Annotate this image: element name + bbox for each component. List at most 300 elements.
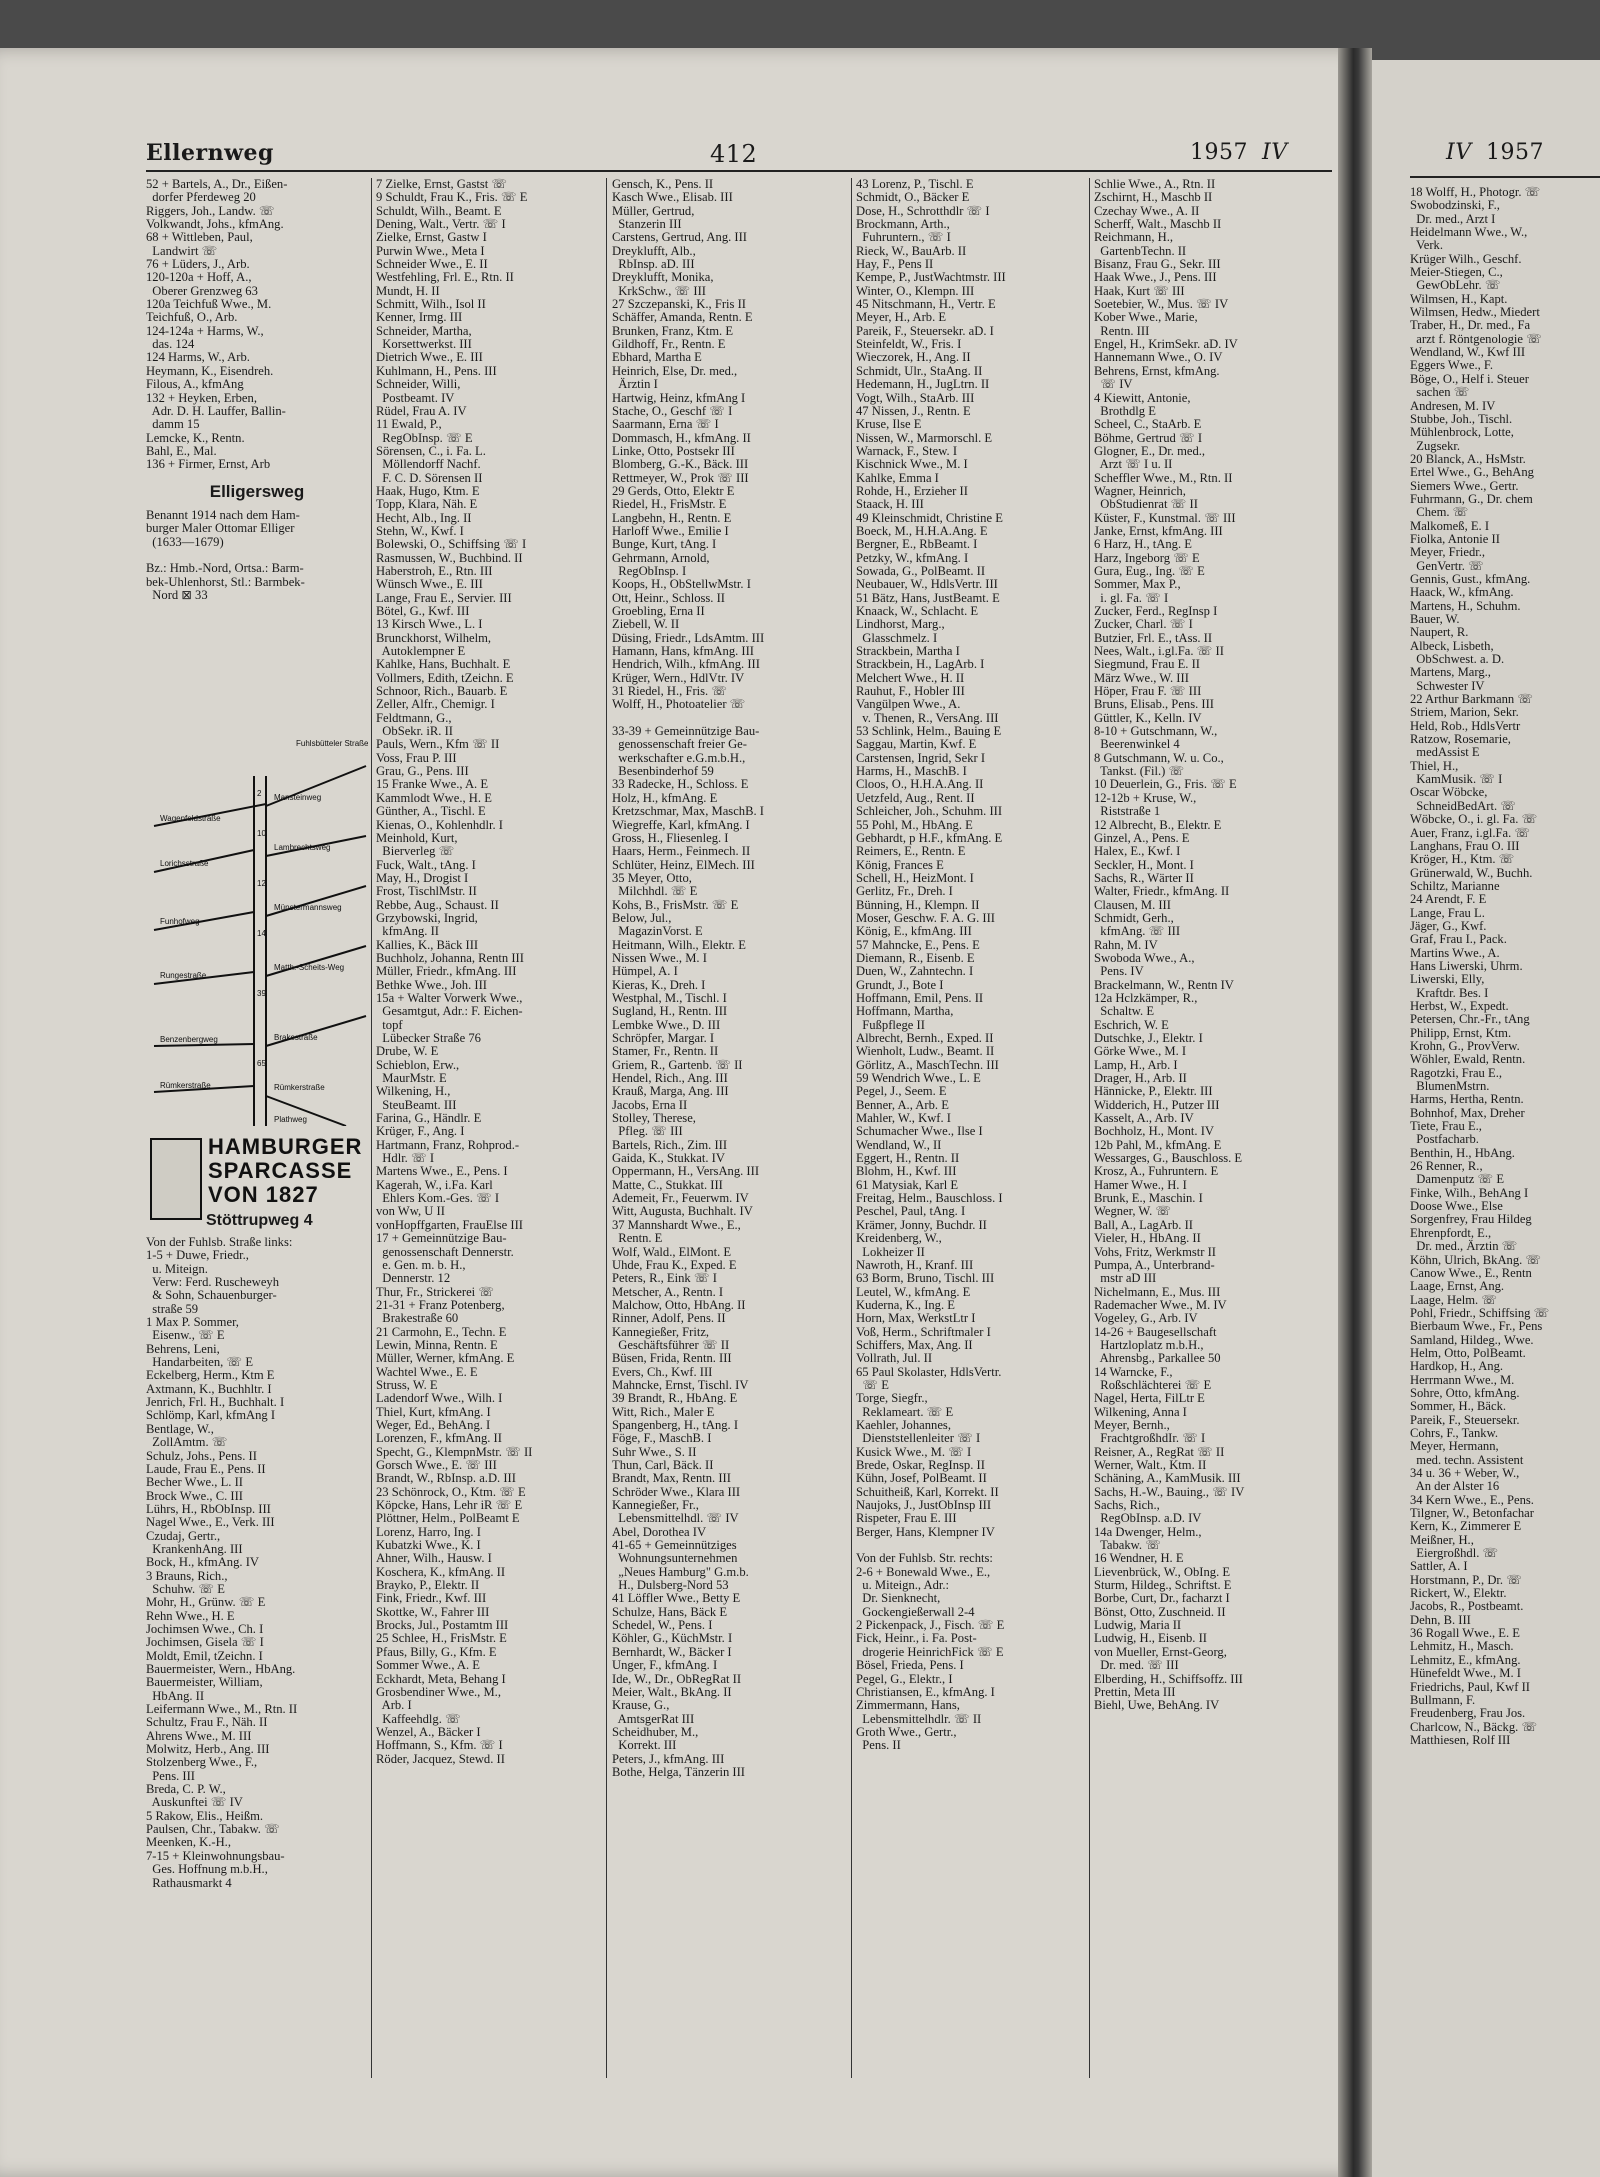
directory-entry: Ball, A., LagArb. II xyxy=(1094,1217,1193,1232)
directory-entry: Rentn. III xyxy=(1094,323,1150,338)
directory-entry: Ott, Heinr., Schloss. II xyxy=(612,590,725,605)
directory-entry: HbAng. II xyxy=(146,1688,205,1703)
directory-entry: Lübecker Straße 76 xyxy=(376,1031,481,1045)
directory-entry: Werner, Walt., Ktm. II xyxy=(1094,1458,1207,1472)
directory-entry: Bohnhof, Max, Dreher xyxy=(1410,1105,1525,1120)
directory-entry: Benthin, H., HbAng. xyxy=(1410,1145,1515,1160)
directory-entry: AmtsgerRat III xyxy=(612,1711,695,1726)
directory-entry: Brothdlg E xyxy=(1094,403,1156,418)
directory-entry: Bothe, Helga, Tänzerin III xyxy=(612,1764,745,1779)
directory-entry: Schlömp, Karl, kfmAng I xyxy=(146,1408,276,1423)
directory-entry: Wöhler, Ewald, Rentn. xyxy=(1410,1052,1526,1067)
directory-entry: Grosbendiner Wwe., M., xyxy=(376,1684,501,1699)
directory-entry: Kischnick Wwe., M. I xyxy=(856,457,968,472)
directory-entry: Chem. ☏ xyxy=(1410,505,1469,520)
directory-entry: Krauß, Marga, Ang. III xyxy=(612,1084,729,1099)
directory-entry: Benner, A., Arb. E xyxy=(856,1097,949,1112)
directory-entry: Winter, O., Klempn. III xyxy=(856,283,975,298)
directory-entry: 33 Radecke, H., Schloss. E xyxy=(612,777,749,792)
directory-entry: Kober Wwe., Marie, xyxy=(1094,310,1198,325)
directory-entry: Melchert Wwe., H. II xyxy=(856,670,965,685)
directory-entry: Uhde, Frau K., Exped. E xyxy=(612,1257,737,1272)
directory-entry: Hoffmann, Martha, xyxy=(856,1004,954,1019)
directory-entry: An der Alster 16 xyxy=(1410,1479,1500,1494)
column-divider xyxy=(371,178,372,2078)
directory-entry: Wilmsen, Hedw., Miedert xyxy=(1410,305,1540,320)
directory-entry: 20 Blanck, A., HsMstr. xyxy=(1410,451,1526,466)
directory-entry: Stehn, W., Kwf. I xyxy=(376,523,464,538)
directory-entry: Zimmermann, Hans, xyxy=(856,1698,960,1713)
map-number: 2 xyxy=(257,789,262,798)
directory-entry: Eckhardt, Meta, Behang I xyxy=(376,1671,506,1686)
directory-entry: Fick, Heinr., i. Fa. Post- xyxy=(856,1631,977,1646)
directory-entry: Strackbein, Martha I xyxy=(856,644,960,659)
directory-entry: burger Maler Ottomar Elliger xyxy=(146,521,295,536)
directory-entry: Kahlke, Emma I xyxy=(856,470,939,485)
directory-entry: Dr. med., Ärztin ☏ xyxy=(1410,1239,1518,1254)
directory-entry: RegObInsp. ☏ E xyxy=(376,430,473,445)
directory-entry: 25 Schlee, H., FrisMstr. E xyxy=(376,1631,507,1646)
directory-entry: Wendland, W., II xyxy=(856,1137,942,1152)
directory-entry: Freudenberg, Frau Jos. xyxy=(1410,1706,1526,1721)
directory-entry: Sorgenfrey, Frau Hildeg xyxy=(1410,1212,1532,1227)
directory-entry: Heinrich, Else, Dr. med., xyxy=(612,363,738,378)
ad-line-2: SPARCASSE xyxy=(208,1158,353,1183)
directory-entry: May, H., Drogist I xyxy=(376,870,469,885)
directory-entry: Teichfuß, O., Arb. xyxy=(146,310,238,325)
directory-entry: Ehlers Kom.-Ges. ☏ I xyxy=(376,1191,500,1206)
map-label: Matth.-Scheits-Weg xyxy=(274,963,345,972)
directory-entry: Mahncke, Ernst, Tischl. IV xyxy=(612,1377,749,1392)
directory-entry: Dietrich Wwe., E. III xyxy=(376,350,483,365)
directory-entry: Fuck, Walt., tAng. I xyxy=(376,857,476,872)
directory-entry: Hoffmann, Emil, Pens. II xyxy=(856,990,984,1005)
directory-entry: Koschera, K., kfmAng. II xyxy=(376,1564,506,1579)
directory-entry: Müller, Gertrud, xyxy=(612,203,695,218)
directory-entry: Hans Liwerski, Uhrm. xyxy=(1410,958,1523,973)
directory-entry: Pfaus, Billy, G., Kfm. E xyxy=(376,1644,497,1659)
map-number: 65 xyxy=(257,1059,266,1068)
directory-entry: Kannegießer, Fritz, xyxy=(612,1324,710,1339)
directory-entry: Bergner, E., RbBeamt. I xyxy=(856,537,978,552)
directory-entry: Böhme, Gertrud ☏ I xyxy=(1094,430,1203,445)
directory-entry: Damenputz ☏ E xyxy=(1410,1172,1505,1187)
directory-entry: 76 + Lüders, J., Arb. xyxy=(146,257,250,272)
directory-entry: Clausen, M. III xyxy=(1094,897,1171,912)
directory-entry: Kubatzki Wwe., K. I xyxy=(376,1538,481,1553)
directory-entry: Grünerwald, W., Buchh. xyxy=(1410,865,1533,880)
directory-entry: Wolff, H., Photoatelier ☏ xyxy=(612,697,746,712)
directory-entry: 36 Rogall Wwe., E. E xyxy=(1410,1626,1520,1641)
directory-entry: Köhn, Ulrich, BkAng. ☏ xyxy=(1410,1252,1542,1267)
directory-entry: Friedrichs, Paul, Kwf II xyxy=(1410,1679,1530,1694)
directory-entry: Dreyklufft, Monika, xyxy=(612,270,714,285)
directory-entry: Ludwig, H., Eisenb. II xyxy=(1094,1631,1207,1646)
directory-entry: König, E., kfmAng. III xyxy=(856,924,972,939)
directory-entry: Dose, H., Schrotthdlr ☏ I xyxy=(856,203,990,218)
directory-entry: Haberstroh, E., Rtn. III xyxy=(376,563,493,578)
directory-entry: Hünefeldt Wwe., M. I xyxy=(1410,1666,1521,1681)
directory-entry xyxy=(612,712,848,725)
directory-entry: Görlitz, A., MaschTechn. III xyxy=(856,1057,999,1072)
directory-entry: Stamer, Fr., Rentn. II xyxy=(612,1044,719,1059)
directory-entry: Bahl, E., Mal. xyxy=(146,443,217,458)
directory-entry: Sturm, Hildeg., Schriftst. E xyxy=(1094,1578,1232,1593)
directory-entry: Güttler, K., Kelln. IV xyxy=(1094,710,1202,725)
map-label: Lambrechtsweg xyxy=(274,843,331,852)
directory-entry: Vieler, H., HbAng. II xyxy=(1094,1231,1201,1246)
directory-entry: Cloos, O., H.H.A.Ang. II xyxy=(856,777,984,792)
directory-entry: Meyer, Hermann, xyxy=(1410,1439,1499,1454)
directory-entry: Thur, Fr., Strickerei ☏ xyxy=(376,1284,495,1299)
directory-entry: Frost, TischlMstr. II xyxy=(376,884,477,899)
directory-entry: 15a + Walter Vorwerk Wwe., xyxy=(376,990,523,1005)
directory-entry: Zschirnt, H., Maschb II xyxy=(1094,190,1213,205)
directory-entry: Boeck, M., H.H.A.Ang. E xyxy=(856,523,988,538)
directory-entry: SteuBeamt. III xyxy=(376,1097,457,1112)
directory-entry: Haak, Hugo, Ktm. E xyxy=(376,483,480,498)
directory-entry: Laage, Ernst, Ang. xyxy=(1410,1279,1505,1294)
directory-entry: 14-26 + Baugesellschaft xyxy=(1094,1324,1217,1339)
directory-entry: Wilkening, Anna I xyxy=(1094,1404,1187,1419)
directory-entry: Wachtel Wwe., E. E xyxy=(376,1364,478,1379)
column-1-lower xyxy=(146,1236,368,1890)
directory-entry: Petersen, Chr.-Fr., tAng xyxy=(1410,1012,1530,1027)
directory-entry: Rehn Wwe., H. E xyxy=(146,1608,235,1623)
directory-entry: Metscher, A., Rentn. I xyxy=(612,1284,724,1299)
directory-entry: Lewin, Minna, Rentn. E xyxy=(376,1337,498,1352)
directory-entry: 8 Gutschmann, W. u. Co., xyxy=(1094,750,1224,765)
directory-entry: Schulze, Hans, Bäck E xyxy=(612,1604,728,1619)
directory-entry: Nichelmann, E., Mus. III xyxy=(1094,1284,1221,1299)
directory-entry: 136 + Firmer, Ernst, Arb xyxy=(146,457,271,472)
directory-entry: MaurMstr. E xyxy=(376,1071,447,1086)
directory-entry: 12b Pahl, M., kfmAng. E xyxy=(1094,1137,1222,1152)
directory-entry: Jacobs, R., Postbeamt. xyxy=(1410,1599,1524,1614)
directory-entry: Heidelmann Wwe., W., xyxy=(1410,225,1528,240)
directory-entry: Witt, Rich., Maler E xyxy=(612,1404,715,1419)
directory-entry: Kallies, K., Bäck III xyxy=(376,937,479,952)
directory-entry: Nord ⊠ 33 xyxy=(146,587,208,602)
directory-entry: Liwerski, Elly, xyxy=(1410,972,1485,987)
map-label: Benzenbergweg xyxy=(160,1035,218,1044)
directory-entry: Samland, Hildeg., Wwe. xyxy=(1410,1332,1534,1347)
directory-entry: Meenken, K.-H., xyxy=(146,1835,231,1850)
directory-entry: Lange, Frau E., Servier. III xyxy=(376,590,512,605)
directory-entry: Arzt ☏ I u. II xyxy=(1094,457,1173,472)
directory-entry: Kasch Wwe., Elisab. III xyxy=(612,190,733,205)
directory-entry: Vogeley, G., Arb. IV xyxy=(1094,1311,1198,1326)
directory-entry: Schnoor, Rich., Bauarb. E xyxy=(376,684,508,699)
directory-entry: Schmidt, Gerh., xyxy=(1094,910,1174,925)
directory-entry: Naupert, R. xyxy=(1410,625,1469,640)
directory-entry: Dr. Sienknecht, xyxy=(856,1591,941,1606)
directory-entry: Voß, Herm., Schriftmaler I xyxy=(856,1324,991,1339)
directory-entry: Meier-Stiegen, C., xyxy=(1410,265,1503,280)
directory-entry: 61 Matysiak, Karl E xyxy=(856,1177,959,1192)
directory-entry: Müller, Friedr., kfmAng. III xyxy=(376,964,517,979)
directory-entry: Wagner, Heinrich, xyxy=(1094,483,1186,498)
directory-entry: Pens. III xyxy=(146,1768,195,1783)
map-label: Mansteinweg xyxy=(274,793,322,802)
directory-entry: Czudaj, Gertr., xyxy=(146,1528,221,1543)
directory-entry: Lebensmittelhdlr. ☏ II xyxy=(856,1711,982,1726)
directory-entry: werkschafter e.G.m.b.H., xyxy=(612,750,746,765)
directory-entry: Bullmann, F. xyxy=(1410,1692,1476,1707)
directory-entry: Langhans, Frau O. III xyxy=(1410,838,1520,853)
directory-entry: Siemers Wwe., Gertr. xyxy=(1410,478,1519,493)
directory-entry: Pens. IV xyxy=(1094,964,1144,979)
directory-entry: 15 Franke Wwe., A. E xyxy=(376,777,489,792)
directory-entry: Sommer Wwe., A. E xyxy=(376,1658,481,1673)
directory-entry: Halex, E., Kwf. I xyxy=(1094,844,1181,859)
directory-entry: Schumacher Wwe., Ilse I xyxy=(856,1124,983,1139)
directory-entry: 27 Szczepanski, K., Fris II xyxy=(612,297,746,312)
directory-entry: genossenschaft freier Ge- xyxy=(612,737,747,752)
directory-entry: Kenner, Irmg. III xyxy=(376,310,463,325)
directory-entry: Hoffmann, S., Kfm. ☏ I xyxy=(376,1738,503,1753)
directory-entry: Becher Wwe., L. II xyxy=(146,1475,243,1490)
directory-entry: 17 + Gemeinnützige Bau- xyxy=(376,1231,507,1246)
directory-entry: Reklameart. ☏ E xyxy=(856,1404,954,1419)
directory-entry: von Ww, U II xyxy=(376,1204,445,1219)
directory-entry: Nees, Walt., i.gl.Fa. ☏ II xyxy=(1094,644,1224,659)
directory-entry: Korsettwerkst. III xyxy=(376,337,472,352)
directory-entry: Sachs, R., Wärter II xyxy=(1094,870,1194,885)
map-number: 14 xyxy=(257,929,266,938)
directory-entry: Bierverleg ☏ xyxy=(376,844,455,859)
directory-entry: RegObInsp. I xyxy=(612,563,687,578)
directory-entry: Schedel, W., Pens. I xyxy=(612,1618,713,1633)
directory-entry: Oppermann, H., VersAng. III xyxy=(612,1164,760,1179)
directory-entry: Sommer, H., Bäck. xyxy=(1410,1399,1507,1414)
directory-entry: Bartels, Rich., Zim. III xyxy=(612,1137,728,1152)
directory-entry: Auskunftei ☏ IV xyxy=(146,1795,243,1810)
directory-entry: das. 124 xyxy=(146,337,195,352)
directory-entry: u. Miteign., Adr.: xyxy=(856,1578,950,1593)
directory-entry: 18 Wolff, H., Photogr. ☏ xyxy=(1410,186,1541,199)
directory-entry: Schröder Wwe., Klara III xyxy=(612,1484,741,1499)
running-head-street: Ellernweg xyxy=(146,140,274,166)
directory-entry: Traber, H., Dr. med., Fa xyxy=(1410,318,1531,333)
directory-entry: Nagel, Herta, FilLtr E xyxy=(1094,1391,1205,1406)
directory-entry: Kuhlmann, H., Pens. III xyxy=(376,363,497,378)
ad-line-1: HAMBURGER xyxy=(208,1134,363,1159)
directory-entry: 124-124a + Harms, W., xyxy=(146,323,264,338)
directory-entry: Seckler, H., Mont. I xyxy=(1094,857,1194,872)
directory-entry: Hartzloplatz m.b.H., xyxy=(1094,1337,1204,1352)
directory-entry: (1633—1679) xyxy=(146,534,224,549)
directory-entry: Schiltz, Marianne xyxy=(1410,878,1500,893)
directory-entry: Zucker, Ferd., RegInsp I xyxy=(1094,604,1218,618)
directory-entry: Dr. med. ☏ III xyxy=(1094,1658,1179,1673)
directory-entry: Berger, Hans, Klempner IV xyxy=(856,1524,995,1539)
directory-entry: Wendland, W., Kwf III xyxy=(1410,345,1526,360)
directory-entry: Lehmitz, E., kfmAng. xyxy=(1410,1652,1521,1667)
directory-entry: Peters, J., kfmAng. III xyxy=(612,1751,725,1766)
directory-entry: 49 Kleinschmidt, Christine E xyxy=(856,510,1003,525)
directory-entry: 51 Bätz, Hans, JustBeamt. E xyxy=(856,590,1000,605)
directory-entry: mstr aD III xyxy=(1094,1271,1157,1286)
directory-entry: Oscar Wöbcke, xyxy=(1410,785,1488,800)
directory-entry: Krüger Wilh., Geschf. xyxy=(1410,251,1522,266)
directory-entry: KamMusik. ☏ I xyxy=(1410,772,1503,787)
directory-entry: Leifermann Wwe., M., Rtn. II xyxy=(146,1702,298,1717)
directory-entry: Dommasch, H., kfmAng. II xyxy=(612,430,751,445)
directory-entry: Hecht, Alb., Ing. II xyxy=(376,510,472,525)
directory-entry: Pauls, Wern., Kfm ☏ II xyxy=(376,737,500,752)
directory-entry: Pumpa, A., Unterbrand- xyxy=(1094,1257,1215,1272)
directory-entry: Wiegreffe, Karl, kfmAng. I xyxy=(612,817,750,832)
directory-entry: Prettin, Meta III xyxy=(1094,1684,1176,1699)
directory-entry: BlumenMstrn. xyxy=(1410,1079,1490,1094)
directory-entry: Filous, A., kfmAng xyxy=(146,377,244,392)
directory-entry: Jochimsen, Gisela ☏ I xyxy=(146,1635,264,1650)
directory-entry: Duen, W., Zahntechn. I xyxy=(856,964,974,979)
directory-entry: 57 Mahncke, E., Pens. E xyxy=(856,937,980,952)
directory-entry: Horstmann, P., Dr. ☏ xyxy=(1410,1572,1522,1587)
directory-entry: Rademacher Wwe., M. IV xyxy=(1094,1297,1227,1312)
column-5 xyxy=(1094,178,1332,1713)
directory-entry: bek-Uhlenhorst, Stl.: Barmbek- xyxy=(146,574,305,589)
directory-entry: Ratzow, Rosemarie, xyxy=(1410,732,1511,747)
directory-entry: 4 Kiewitt, Antonie, xyxy=(1094,390,1191,405)
directory-entry: Naujoks, J., JustObInsp III xyxy=(856,1498,992,1513)
directory-entry: Hardkop, H., Ang. xyxy=(1410,1359,1504,1374)
directory-entry: 12a Hclzkämper, R., xyxy=(1094,990,1198,1005)
directory-entry: Brakestraße 60 xyxy=(376,1311,459,1326)
directory-entry: Brandt, W., RbInsp. a.D. III xyxy=(376,1471,516,1486)
directory-entry: 2-6 + Bonewald Wwe., E., xyxy=(856,1564,991,1579)
directory-entry: Bönst, Otto, Zuschneid. II xyxy=(1094,1604,1226,1619)
directory-entry: Verk. xyxy=(1410,238,1443,253)
directory-entry: Gross, H., Fliesenleg. I xyxy=(612,830,729,845)
directory-entry: Vollmers, Edith, tZeichn. E xyxy=(376,670,514,685)
directory-entry: Carstens, Gertrud, Ang. III xyxy=(612,230,748,245)
directory-entry: Schäning, A., KamMusik. III xyxy=(1094,1471,1241,1486)
directory-entry: Moser, Geschw. F. A. G. III xyxy=(856,910,995,925)
directory-entry: Krüger, F., Ang. I xyxy=(376,1124,465,1139)
directory-entry: Bünning, H., Klempn. II xyxy=(856,897,980,912)
directory-entry: Büsen, Frida, Rentn. III xyxy=(612,1351,732,1366)
directory-entry: Breda, C. P. W., xyxy=(146,1782,226,1797)
directory-entry: Ginzel, A., Pens. E xyxy=(1094,830,1190,845)
directory-entry: 14 Warncke, F., xyxy=(1094,1364,1173,1379)
map-number: 39 xyxy=(257,989,266,998)
directory-entry: Tankst. (Fil.) ☏ xyxy=(1094,764,1185,779)
directory-entry: Matte, C., Stukkat. III xyxy=(612,1177,723,1192)
directory-entry: Westfehling, Frl. E., Rtn. II xyxy=(376,270,514,285)
directory-entry: Jäger, G., Kwf. xyxy=(1410,918,1487,933)
directory-entry: Wilkening, H., xyxy=(376,1084,451,1099)
directory-entry: Jochimsen Wwe., Ch. I xyxy=(146,1621,264,1636)
directory-entry: Kienas, O., Kohlenhdlr. I xyxy=(376,817,503,832)
directory-entry: Dienststellenleiter ☏ I xyxy=(856,1431,981,1446)
directory-entry: Besenbinderhof 59 xyxy=(612,764,714,779)
directory-entry: FrachtgroßhdIr. ☏ I xyxy=(1094,1431,1206,1446)
directory-entry: Rinner, Adolf, Pens. II xyxy=(612,1311,726,1326)
directory-entry: Reichmann, H., xyxy=(1094,230,1174,245)
directory-entry: Sachs, Rich., xyxy=(1094,1498,1160,1513)
directory-entry: KrankenhAng. III xyxy=(146,1541,243,1556)
directory-entry: Weger, Ed., BehAng. I xyxy=(376,1417,491,1432)
facing-running-head-year: 1957 xyxy=(1486,140,1544,165)
directory-entry: Freitag, Helm., Bauschloss. I xyxy=(856,1191,1003,1206)
directory-entry: Bierbaum Wwe., Fr., Pens xyxy=(1410,1319,1543,1334)
directory-entry: Riggers, Joh., Landw. ☏ xyxy=(146,203,275,218)
directory-entry: Pegel, G., Elektr., I xyxy=(856,1671,953,1686)
directory-entry: GartenbTechn. II xyxy=(1094,243,1187,258)
directory-entry: Sugland, H., Rentn. III xyxy=(612,1004,728,1019)
directory-entry: Reimers, E., Rentn. E xyxy=(856,844,966,859)
directory-entry: 16 Wendner, H. E xyxy=(1094,1551,1184,1566)
directory-entry: Bisanz, Frau G., Sekr. III xyxy=(1094,257,1221,272)
directory-entry: 1 Max P. Sommer, xyxy=(146,1315,239,1330)
directory-entry: Lorenz, Harro, Ing. I xyxy=(376,1524,481,1539)
directory-entry: Holz, H., kfmAng. E xyxy=(612,790,718,805)
directory-entry: Krosz, A., Fuhruntern. E xyxy=(1094,1164,1219,1179)
facing-running-head-volume: IV xyxy=(1446,140,1472,165)
directory-entry: Düsing, Friedr., LdsAmtm. III xyxy=(612,630,765,645)
directory-entry: Grzybowski, Ingrid, xyxy=(376,910,478,925)
directory-entry: straße 59 xyxy=(146,1301,199,1316)
directory-entry: Swobodzinski, F., xyxy=(1410,198,1500,213)
directory-entry: 55 Pohl, M., HbAng. E xyxy=(856,817,973,832)
directory-entry: Fuhruntern., ☏ I xyxy=(856,230,951,245)
directory-entry: Pens. II xyxy=(856,1738,901,1753)
directory-entry: Kaffeehdlg. ☏ xyxy=(376,1711,461,1726)
directory-entry: Ertel Wwe., G., BehAng xyxy=(1410,465,1534,480)
directory-entry: Langbehn, H., Rentn. E xyxy=(612,510,732,525)
directory-entry: Schneider, Willi, xyxy=(376,377,461,392)
directory-entry: Skottke, W., Fahrer III xyxy=(376,1604,490,1619)
directory-entry: Köhler, G., KüchMstr. I xyxy=(612,1631,733,1646)
directory-entry: Ide, W., Dr., ObRegRat II xyxy=(612,1671,742,1686)
directory-entry: ObSchwest. a. D. xyxy=(1410,652,1505,667)
directory-entry: Böge, O., Helf i. Steuer xyxy=(1410,371,1529,386)
directory-entry: Striem, Marion, Sekr. xyxy=(1410,705,1519,720)
directory-entry: Carstensen, Ingrid, Sekr I xyxy=(856,750,986,765)
directory-entry: Brunk, E., Maschin. I xyxy=(1094,1191,1203,1206)
map-label: Rümkerstraße xyxy=(274,1083,325,1092)
directory-entry: Kraftdr. Bes. I xyxy=(1410,985,1489,1000)
directory-entry: Gennis, Gust., kfmAng. xyxy=(1410,571,1531,586)
directory-entry: Von der Fuhlsb. Straße links: xyxy=(146,1236,293,1249)
directory-entry: Hannemann Wwe., O. IV xyxy=(1094,350,1223,365)
directory-entry: Eckelberg, Herm., Ktm E xyxy=(146,1368,275,1383)
directory-entry: 7 Zielke, Ernst, Gastst ☏ xyxy=(376,178,508,191)
directory-entry: Lebensmittelhdl. ☏ IV xyxy=(612,1511,739,1526)
directory-entry: Vogt, Wilh., StaArb. III xyxy=(856,390,975,405)
directory-entry: Feldtmann, G., xyxy=(376,710,452,725)
directory-entry: Martens Wwe., E., Pens. I xyxy=(376,1164,508,1179)
directory-entry: 59 Wendrich Wwe., L. E xyxy=(856,1071,981,1086)
directory-entry: Wegner, W. ☏ xyxy=(1094,1204,1172,1219)
directory-entry: Swoboda Wwe., A., xyxy=(1094,950,1195,965)
directory-entry: Hännicke, P., Elektr. III xyxy=(1094,1084,1213,1099)
directory-entry: ☏ E xyxy=(856,1377,889,1392)
map-label: Plathweg xyxy=(274,1115,307,1124)
directory-entry: 9 Schuldt, Frau K., Fris. ☏ E xyxy=(376,190,528,205)
directory-entry: Görke Wwe., M. I xyxy=(1094,1044,1187,1059)
directory-entry: 13 Kirsch Wwe., L. I xyxy=(376,617,483,632)
directory-entry: Hümpel, A. I xyxy=(612,964,678,979)
directory-entry: Cohrs, F., Tankw. xyxy=(1410,1425,1499,1440)
directory-entry: 26 Renner, R., xyxy=(1410,1159,1483,1174)
directory-entry: Blohm, H., Kwf. III xyxy=(856,1164,957,1179)
directory-entry: Graf, Frau I., Pack. xyxy=(1410,932,1507,947)
directory-entry: Rasmussen, W., Buchbind. II xyxy=(376,550,523,565)
